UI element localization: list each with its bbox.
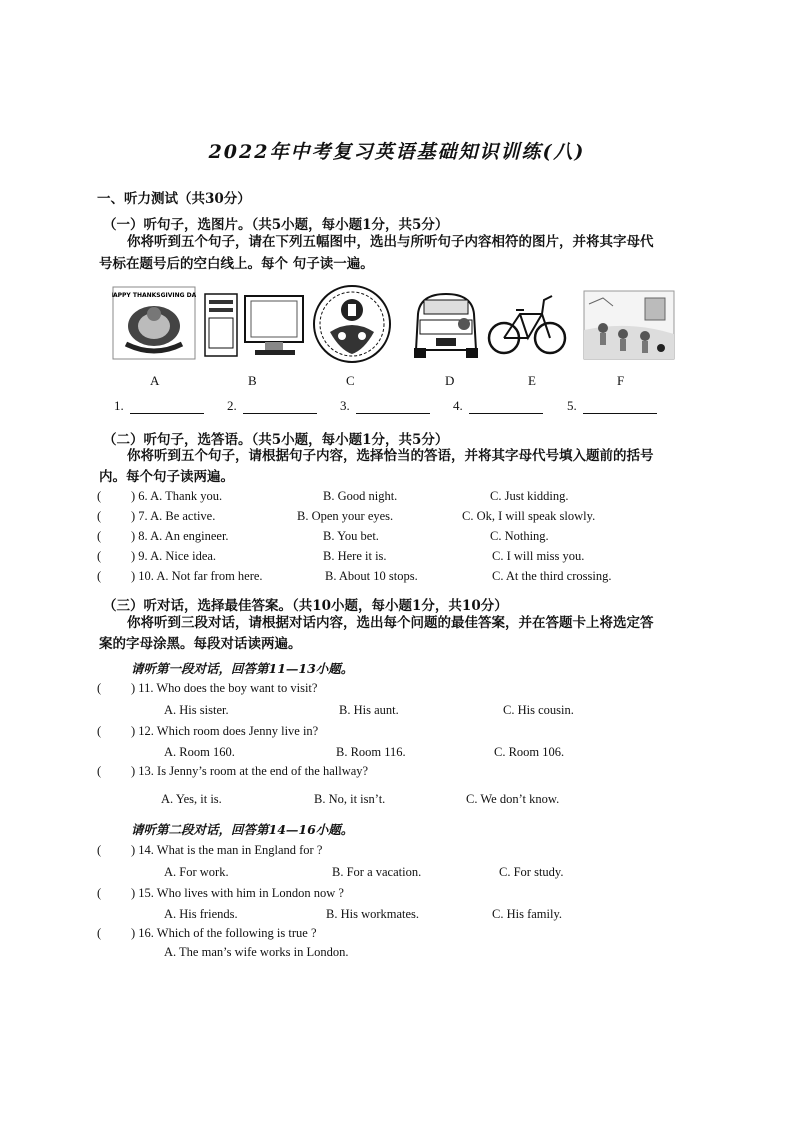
question-16: ) 16. Which of the following is true ? bbox=[131, 926, 317, 940]
question-10: ) 10. A. Not far from here. bbox=[131, 569, 263, 583]
question-paren[interactable]: ( bbox=[97, 569, 102, 583]
question-paren[interactable]: ( bbox=[97, 843, 102, 857]
question-9-option-b[interactable]: B. Here it is. bbox=[323, 549, 387, 563]
question-8: ) 8. A. An engineer. bbox=[131, 529, 229, 543]
question-9: ) 9. A. Nice idea. bbox=[131, 549, 217, 563]
part1-instruction-line2: 号标在题号后的空白线上。每个 句子读一遍。 bbox=[99, 256, 374, 272]
answer-blank-5[interactable] bbox=[567, 398, 657, 414]
picture-letter-e: E bbox=[528, 373, 536, 388]
thanksgiving-turkey-icon bbox=[112, 286, 196, 364]
part2-heading: （二）听句子，选答语。（共5小题，每小题1分，共5分） bbox=[103, 432, 449, 448]
question-13-option-c[interactable]: C. We don’t know. bbox=[466, 792, 560, 806]
part3-heading: （三）听对话，选择最佳答案。（共10小题，每小题1分，共10分） bbox=[103, 598, 508, 614]
question-paren[interactable]: ( bbox=[97, 724, 102, 738]
question-7-option-c[interactable]: C. Ok, I will speak slowly. bbox=[462, 509, 596, 523]
question-11-option-a[interactable]: A. His sister. bbox=[164, 703, 229, 717]
answer-blank-3[interactable] bbox=[340, 398, 430, 414]
picture-letter-c: C bbox=[346, 373, 355, 388]
question-8-option-b[interactable]: B. You bet. bbox=[323, 529, 379, 543]
question-paren[interactable]: ( bbox=[97, 681, 102, 695]
part3-instruction-line2: 案的字母涂黑。每段对话读两遍。 bbox=[99, 636, 302, 652]
dialog2-label: 请听第二段对话，回答第14—16小题。 bbox=[131, 822, 354, 837]
question-15: ) 15. Who lives with him in London now ? bbox=[131, 886, 344, 900]
blank-number: 2. bbox=[227, 398, 237, 413]
question-8-option-c[interactable]: C. Nothing. bbox=[490, 529, 549, 543]
question-12-option-a[interactable]: A. Room 160. bbox=[164, 745, 235, 759]
page-title: 2022年中考复习英语基础知识训练(八) bbox=[208, 141, 586, 163]
blank-number: 1. bbox=[114, 398, 124, 413]
answer-blank-4[interactable] bbox=[453, 398, 543, 414]
question-9-option-c[interactable]: C. I will miss you. bbox=[492, 549, 585, 563]
question-paren[interactable]: ( bbox=[97, 529, 102, 543]
thanksgiving-caption: HAPPY THANKSGIVING DAY bbox=[112, 292, 196, 299]
question-6-option-c[interactable]: C. Just kidding. bbox=[490, 489, 569, 503]
blank-number: 4. bbox=[453, 398, 463, 413]
picture-letter-d: D bbox=[445, 373, 455, 388]
part3-instruction-line1: 你将听到三段对话，请根据对话内容，选出每个问题的最佳答案，并在答题卡上将选定答 bbox=[127, 615, 654, 631]
car-icon bbox=[410, 286, 482, 364]
question-13-option-b[interactable]: B. No, it isn’t. bbox=[314, 792, 386, 806]
question-7: ) 7. A. Be active. bbox=[131, 509, 216, 523]
question-14-option-a[interactable]: A. For work. bbox=[164, 865, 229, 879]
answer-blank-2[interactable] bbox=[227, 398, 317, 414]
question-11-option-c[interactable]: C. His cousin. bbox=[503, 703, 574, 717]
question-12-option-b[interactable]: B. Room 116. bbox=[336, 745, 406, 759]
question-15-option-c[interactable]: C. His family. bbox=[492, 907, 563, 921]
question-paren[interactable]: ( bbox=[97, 926, 102, 940]
part2-instruction-line1: 你将听到五个句子，请根据句子内容，选择恰当的答语，并将其字母代号填入题前的括号 bbox=[127, 448, 654, 464]
question-7-option-b[interactable]: B. Open your eyes. bbox=[297, 509, 394, 523]
question-14: ) 14. What is the man in England for ? bbox=[131, 843, 323, 857]
question-6-option-b[interactable]: B. Good night. bbox=[323, 489, 398, 503]
question-13: ) 13. Is Jenny’s room at the end of the hallway? bbox=[131, 764, 369, 778]
computer-icon bbox=[203, 286, 307, 364]
part1-heading: （一）听句子，选图片。（共5小题，每小题1分，共5分） bbox=[103, 217, 449, 233]
question-11-option-b[interactable]: B. His aunt. bbox=[339, 703, 399, 717]
bicycle-icon bbox=[486, 286, 568, 364]
question-12: ) 12. Which room does Jenny live in? bbox=[131, 724, 319, 738]
blank-number: 3. bbox=[340, 398, 350, 413]
picture-letter-b: B bbox=[248, 373, 257, 388]
playground-scene-icon bbox=[583, 290, 675, 364]
question-16-option-a[interactable]: A. The man’s wife works in London. bbox=[164, 945, 349, 959]
answer-blank-1[interactable] bbox=[114, 398, 204, 414]
question-10-option-b[interactable]: B. About 10 stops. bbox=[325, 569, 418, 583]
question-6: ) 6. A. Thank you. bbox=[131, 489, 223, 503]
question-14-option-c[interactable]: C. For study. bbox=[499, 865, 564, 879]
part2-instruction-line2: 内。每个句子读两遍。 bbox=[99, 469, 234, 485]
question-paren[interactable]: ( bbox=[97, 549, 102, 563]
question-12-option-c[interactable]: C. Room 106. bbox=[494, 745, 565, 759]
part1-instruction-line1: 你将听到五个句子，请在下列五幅图中，选出与所听句子内容相符的图片，并将其字母代 bbox=[127, 234, 654, 250]
question-paren[interactable]: ( bbox=[97, 509, 102, 523]
question-11: ) 11. Who does the boy want to visit? bbox=[131, 681, 318, 695]
question-paren[interactable]: ( bbox=[97, 764, 102, 778]
question-14-option-b[interactable]: B. For a vacation. bbox=[332, 865, 422, 879]
blank-number: 5. bbox=[567, 398, 577, 413]
section1-heading: 一、听力测试（共30分） bbox=[97, 191, 251, 207]
dialog1-label: 请听第一段对话，回答第11—13小题。 bbox=[131, 661, 354, 676]
question-13-option-a[interactable]: A. Yes, it is. bbox=[161, 792, 222, 806]
question-paren[interactable]: ( bbox=[97, 489, 102, 503]
picture-letter-a: A bbox=[150, 373, 160, 388]
picture-letter-f: F bbox=[617, 373, 625, 388]
fu-paper-cut-icon bbox=[312, 284, 392, 368]
question-paren[interactable]: ( bbox=[97, 886, 102, 900]
question-15-option-b[interactable]: B. His workmates. bbox=[326, 907, 420, 921]
question-10-option-c[interactable]: C. At the third crossing. bbox=[492, 569, 612, 583]
question-15-option-a[interactable]: A. His friends. bbox=[164, 907, 238, 921]
